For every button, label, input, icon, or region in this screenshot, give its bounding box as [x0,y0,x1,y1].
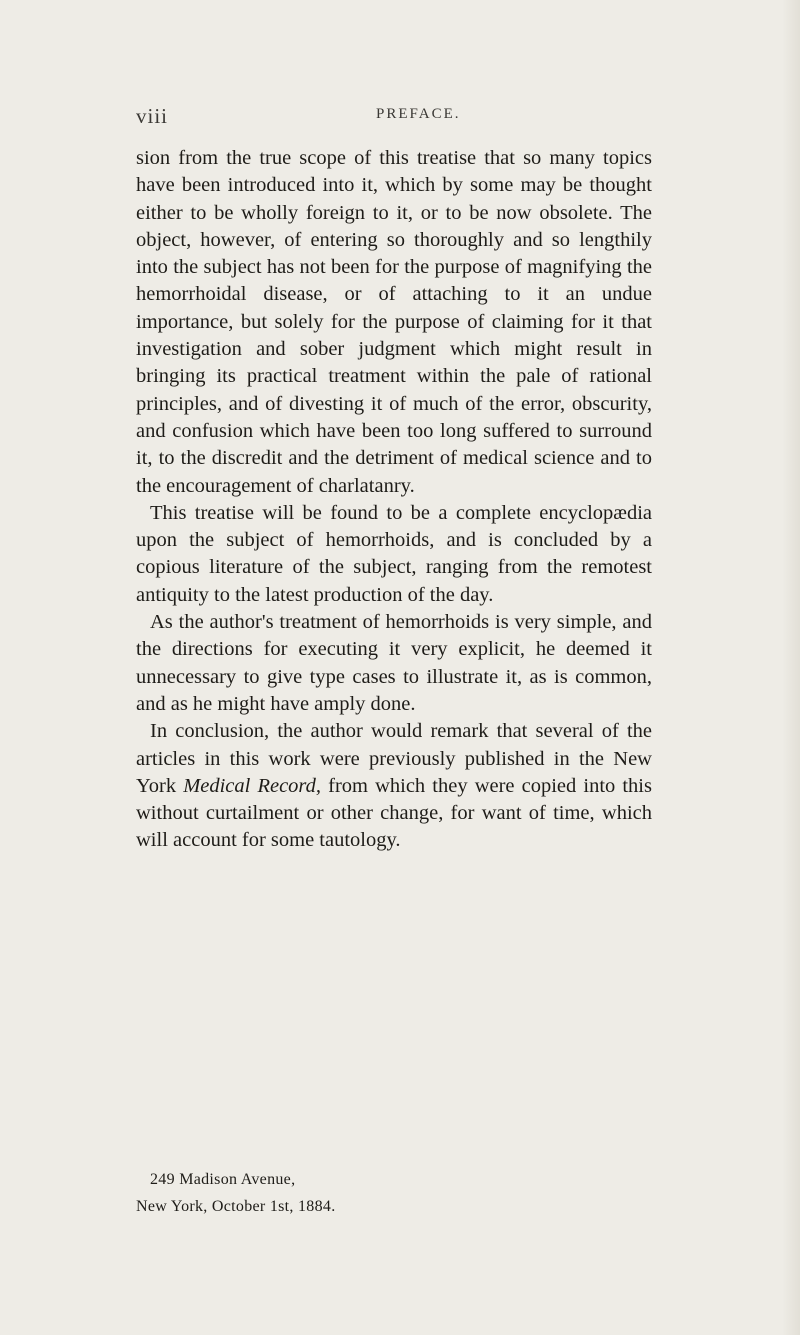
preface-body [136,145,652,855]
conclusion-text-start: In conclusion, the author would remark that several of the articles in this work were previously published in the New York [136,720,652,797]
page-edge-shadow [782,0,800,1335]
journal-title: Medical Record, [183,774,322,797]
paragraph-continued: sion from the true scope of this treatise that so many topics have been introduced into it, which by some may be thought either to be wholly foreign to it, or to be now obsolete. The object, however, of entering so thoroughly and so lengthily into the subject has not been for the purpose of magnifying the hemorrhoidal disease, or of attaching to it an undue importance, but solely for the purpose of claiming for it that investigation and sober judgment which might result in bringing its practical treatment within the pale of rational principles, and of divesting it of much of the error, obscurity, and confusion which have been too long suffered to surround it, to the discredit and the detriment of medical science and to the encouragement of charlatanry. [136,147,652,497]
page-number: viii [136,104,169,128]
running-head-title: PREFACE. [376,106,461,122]
paragraph-encyclopaedia: This treatise will be found to be a complete encyclopædia upon the subject of hemorrhoids, and is concluded by a copious literature of the subject, ranging from the remotest antiquity to the latest production of the day. [136,501,652,606]
running-head [136,104,652,128]
signature-place-date: New York, October 1st, 1884. [136,1198,336,1215]
paragraph-conclusion [136,718,652,854]
paragraph-treatment: As the author's treatment of hemorrhoids is very simple, and the directions for executing it very explicit, he deemed it unnecessary to give type cases to illustrate it, as is common, and as he might have amply done. [136,611,652,715]
conclusion-text-end: from which they were copied into this without curtailment or other change, for want of time, which will account for some tautology. [136,774,652,852]
signature-address: 249 Madison Avenue, [150,1171,296,1188]
